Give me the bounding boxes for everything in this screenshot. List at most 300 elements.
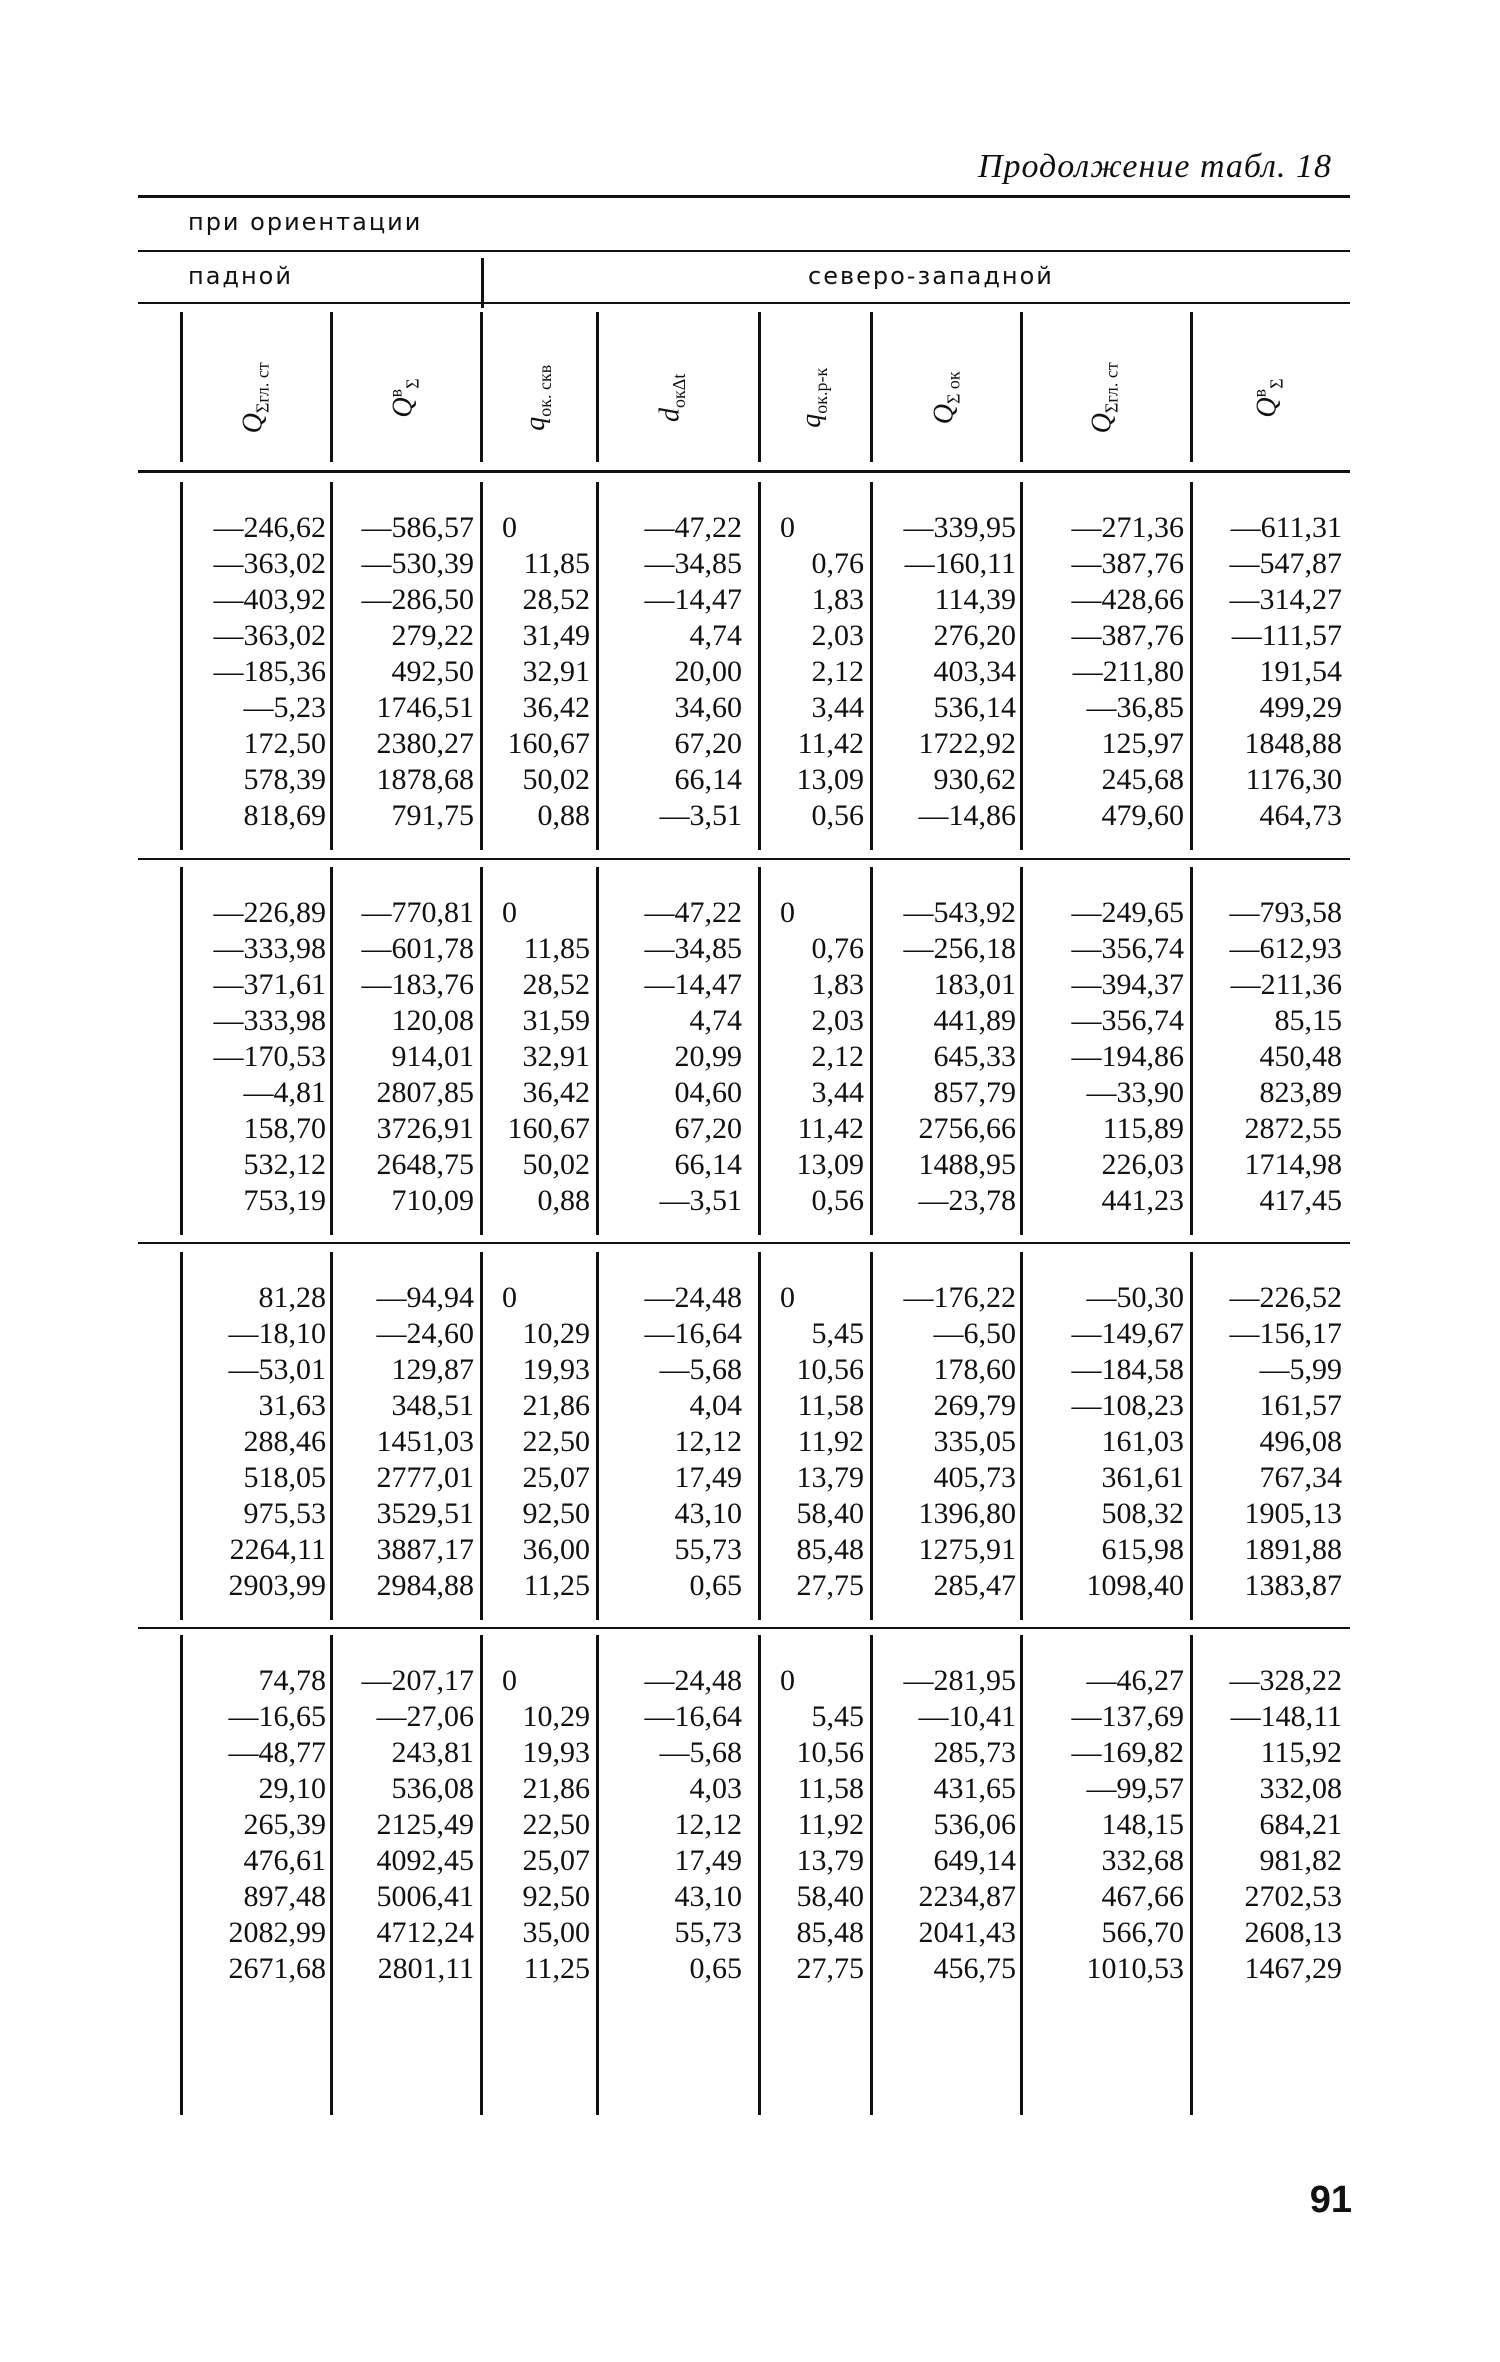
orientation-label: при ориентации bbox=[188, 208, 423, 236]
table-cell: 753,19 bbox=[243, 1184, 326, 1217]
table-cell: 5006,41 bbox=[376, 1880, 474, 1913]
table-cell: —47,22 bbox=[644, 896, 742, 929]
table-cell: 645,33 bbox=[933, 1040, 1016, 1073]
table-cell: 25,07 bbox=[522, 1461, 590, 1494]
header-column-rule bbox=[180, 312, 183, 462]
table-cell: 55,73 bbox=[674, 1916, 742, 1949]
table-cell: 17,49 bbox=[674, 1461, 742, 1494]
table-cell: 161,03 bbox=[1101, 1425, 1184, 1458]
table-cell: —46,27 bbox=[1086, 1664, 1184, 1697]
table-cell: 25,07 bbox=[522, 1844, 590, 1877]
table-cell: 11,58 bbox=[797, 1389, 864, 1422]
table-cell: 348,51 bbox=[391, 1389, 474, 1422]
table-cell: 5,45 bbox=[811, 1700, 864, 1733]
table-cell: 2777,01 bbox=[376, 1461, 474, 1494]
column-header bbox=[760, 318, 868, 478]
table-cell: 11,85 bbox=[523, 932, 590, 965]
column-header bbox=[482, 318, 594, 478]
table-cell: 160,67 bbox=[507, 727, 590, 760]
table-cell: —281,95 bbox=[903, 1664, 1016, 1697]
table-cell: 120,08 bbox=[391, 1004, 474, 1037]
table-cell: 1891,88 bbox=[1244, 1533, 1342, 1566]
table-cell: —530,39 bbox=[361, 547, 474, 580]
table-cell: 2,03 bbox=[811, 1004, 864, 1037]
table-cell: 183,01 bbox=[933, 968, 1016, 1001]
page-number: 91 bbox=[1309, 2179, 1352, 2221]
table-cell: 897,48 bbox=[243, 1880, 326, 1913]
table-cell: 276,20 bbox=[933, 619, 1016, 652]
table-cell: 2380,27 bbox=[376, 727, 474, 760]
table-cell: 85,15 bbox=[1274, 1004, 1342, 1037]
table-cell: 269,79 bbox=[933, 1389, 1016, 1422]
table-cell: 361,61 bbox=[1101, 1461, 1184, 1494]
table-cell: 431,65 bbox=[933, 1772, 1016, 1805]
table-cell: 114,39 bbox=[934, 583, 1016, 616]
table-cell: 335,05 bbox=[933, 1425, 1016, 1458]
table-cell: 4712,24 bbox=[376, 1916, 474, 1949]
table-cell: 85,48 bbox=[796, 1916, 864, 1949]
table-cell: 332,68 bbox=[1101, 1844, 1184, 1877]
table-cell: —53,01 bbox=[228, 1353, 326, 1386]
table-cell: 67,20 bbox=[674, 727, 742, 760]
table-cell: 58,40 bbox=[796, 1497, 864, 1530]
table-cell: 58,40 bbox=[796, 1880, 864, 1913]
table-cell: 13,79 bbox=[796, 1461, 864, 1494]
table-cell: 0 bbox=[780, 896, 795, 929]
column-header-label: $Q_{\Sigma гл. ст}$ bbox=[1087, 362, 1122, 434]
table-cell: 450,48 bbox=[1259, 1040, 1342, 1073]
table-cell: —371,61 bbox=[213, 968, 326, 1001]
table-cell: 467,66 bbox=[1101, 1880, 1184, 1913]
table-cell: —148,11 bbox=[1230, 1700, 1342, 1733]
table-cell: 115,89 bbox=[1102, 1112, 1184, 1145]
table-cell: 3529,51 bbox=[376, 1497, 474, 1530]
table-cell: —339,95 bbox=[903, 511, 1016, 544]
table-cell: 4,03 bbox=[689, 1772, 742, 1805]
table-cell: 10,56 bbox=[796, 1736, 864, 1769]
table-cell: —48,77 bbox=[228, 1736, 326, 1769]
table-cell: 456,75 bbox=[933, 1952, 1016, 1985]
group-left-label: падной bbox=[188, 262, 293, 290]
table-cell: —34,85 bbox=[644, 547, 742, 580]
table-cell: 0,65 bbox=[689, 1569, 742, 1602]
table-cell: 536,06 bbox=[933, 1808, 1016, 1841]
column-header bbox=[872, 318, 1020, 478]
column-header-label: $Q_{\Sigma гл. ст}$ bbox=[238, 362, 273, 434]
table-cell: 4092,45 bbox=[376, 1844, 474, 1877]
table-cell: 36,42 bbox=[522, 691, 590, 724]
table-cell: 31,49 bbox=[522, 619, 590, 652]
orientation-rule bbox=[138, 250, 1350, 252]
table-cell: 518,05 bbox=[243, 1461, 326, 1494]
table-cell: 27,75 bbox=[796, 1569, 864, 1602]
table-cell: —5,68 bbox=[659, 1353, 742, 1386]
table-cell: 767,34 bbox=[1259, 1461, 1342, 1494]
table-cell: —793,58 bbox=[1229, 896, 1342, 929]
table-cell: —403,92 bbox=[213, 583, 326, 616]
table-cell: —14,86 bbox=[918, 799, 1016, 832]
table-cell: 496,08 bbox=[1259, 1425, 1342, 1458]
table-cell: 532,12 bbox=[243, 1148, 326, 1181]
table-cell: 04,60 bbox=[674, 1076, 742, 1109]
column-header-label: $Q^в_\Sigma$ bbox=[386, 378, 423, 418]
table-cell: 67,20 bbox=[674, 1112, 742, 1145]
table-cell: 0 bbox=[502, 511, 517, 544]
table-cell: 914,01 bbox=[391, 1040, 474, 1073]
table-cell: 20,99 bbox=[674, 1040, 742, 1073]
table-cell: 1848,88 bbox=[1244, 727, 1342, 760]
table-cell: —108,23 bbox=[1071, 1389, 1184, 1422]
table-cell: 0,76 bbox=[811, 547, 864, 580]
table-cell: —333,98 bbox=[213, 932, 326, 965]
table-cell: 22,50 bbox=[522, 1808, 590, 1841]
table-cell: 1714,98 bbox=[1244, 1148, 1342, 1181]
table-cell: 43,10 bbox=[674, 1497, 742, 1530]
table-cell: 0,76 bbox=[811, 932, 864, 965]
table-cell: 148,15 bbox=[1101, 1808, 1184, 1841]
column-header bbox=[598, 318, 746, 478]
table-cell: 1878,68 bbox=[376, 763, 474, 796]
table-cell: —394,37 bbox=[1071, 968, 1184, 1001]
table-cell: 2903,99 bbox=[228, 1569, 326, 1602]
table-cell: 17,49 bbox=[674, 1844, 742, 1877]
column-header bbox=[332, 318, 478, 478]
table-cell: —6,50 bbox=[933, 1317, 1016, 1350]
table-cell: 975,53 bbox=[243, 1497, 326, 1530]
table-cell: 10,56 bbox=[796, 1353, 864, 1386]
table-cell: 1746,51 bbox=[376, 691, 474, 724]
table-cell: 50,02 bbox=[522, 763, 590, 796]
table-cell: 10,29 bbox=[522, 1317, 590, 1350]
table-cell: 21,86 bbox=[522, 1389, 590, 1422]
table-cell: 161,57 bbox=[1259, 1389, 1342, 1422]
table-cell: —94,94 bbox=[376, 1281, 474, 1314]
table-cell: 499,29 bbox=[1259, 691, 1342, 724]
table-cell: 441,89 bbox=[933, 1004, 1016, 1037]
table-cell: 1275,91 bbox=[918, 1533, 1016, 1566]
table-cell: 11,92 bbox=[797, 1808, 864, 1841]
table-cell: —3,51 bbox=[659, 1184, 742, 1217]
header-rule bbox=[138, 470, 1350, 473]
table-cell: —47,22 bbox=[644, 511, 742, 544]
top-rule bbox=[138, 195, 1350, 198]
column-header bbox=[182, 318, 330, 478]
table-cell: 1383,87 bbox=[1244, 1569, 1342, 1602]
table-cell: —16,65 bbox=[228, 1700, 326, 1733]
table-cell: —3,51 bbox=[659, 799, 742, 832]
table-cell: 11,25 bbox=[523, 1952, 590, 1985]
table-cell: 31,59 bbox=[522, 1004, 590, 1037]
table-cell: 403,34 bbox=[933, 655, 1016, 688]
table-cell: 29,10 bbox=[258, 1772, 326, 1805]
group-rule bbox=[138, 302, 1350, 304]
table-cell: —356,74 bbox=[1071, 932, 1184, 965]
table-cell: 2125,49 bbox=[376, 1808, 474, 1841]
table-cell: 32,91 bbox=[522, 655, 590, 688]
table-cell: 536,14 bbox=[933, 691, 1016, 724]
table-cell: 0,56 bbox=[811, 1184, 864, 1217]
table-cell: 19,93 bbox=[522, 1353, 590, 1386]
table-cell: —5,99 bbox=[1259, 1353, 1342, 1386]
table-cell: —226,89 bbox=[213, 896, 326, 929]
table-cell: 50,02 bbox=[522, 1148, 590, 1181]
table-cell: —5,68 bbox=[659, 1736, 742, 1769]
table-cell: 21,86 bbox=[522, 1772, 590, 1805]
table-cell: 1,83 bbox=[811, 583, 864, 616]
table-cell: 11,42 bbox=[797, 1112, 864, 1145]
table-cell: 1,83 bbox=[811, 968, 864, 1001]
table-cell: 649,14 bbox=[933, 1844, 1016, 1877]
group-divider bbox=[481, 258, 484, 308]
table-cell: 13,09 bbox=[796, 763, 864, 796]
table-cell: 2,12 bbox=[811, 1040, 864, 1073]
table-cell: 11,42 bbox=[797, 727, 864, 760]
table-cell: 857,79 bbox=[933, 1076, 1016, 1109]
header-column-rule bbox=[480, 312, 483, 462]
table-cell: —16,64 bbox=[644, 1317, 742, 1350]
table-cell: 27,75 bbox=[796, 1952, 864, 1985]
table-cell: —27,06 bbox=[376, 1700, 474, 1733]
table-cell: 92,50 bbox=[522, 1497, 590, 1530]
table-cell: 684,21 bbox=[1259, 1808, 1342, 1841]
table-cell: 981,82 bbox=[1259, 1844, 1342, 1877]
table-cell: —333,98 bbox=[213, 1004, 326, 1037]
table-cell: 2872,55 bbox=[1244, 1112, 1342, 1145]
table-cell: 81,28 bbox=[258, 1281, 326, 1314]
table-cell: —137,69 bbox=[1071, 1700, 1184, 1733]
table-cell: 36,42 bbox=[522, 1076, 590, 1109]
table-cell: —363,02 bbox=[213, 619, 326, 652]
table-cell: 2648,75 bbox=[376, 1148, 474, 1181]
header-column-rule bbox=[1190, 312, 1193, 462]
header-column-rule bbox=[1020, 312, 1023, 462]
block-separator bbox=[138, 1627, 1350, 1629]
table-cell: —36,85 bbox=[1086, 691, 1184, 724]
table-cell: —611,31 bbox=[1230, 511, 1342, 544]
table-cell: —194,86 bbox=[1071, 1040, 1184, 1073]
table-cell: —111,57 bbox=[1231, 619, 1342, 652]
table-cell: —770,81 bbox=[361, 896, 474, 929]
table-cell: —207,17 bbox=[361, 1664, 474, 1697]
table-cell: 3,44 bbox=[811, 691, 864, 724]
table-cell: 0 bbox=[780, 1281, 795, 1314]
table-cell: —601,78 bbox=[361, 932, 474, 965]
table-cell: 43,10 bbox=[674, 1880, 742, 1913]
table-cell: —5,23 bbox=[243, 691, 326, 724]
table-cell: —184,58 bbox=[1071, 1353, 1184, 1386]
table-cell: 12,12 bbox=[674, 1808, 742, 1841]
table-cell: 615,98 bbox=[1101, 1533, 1184, 1566]
table-cell: —314,27 bbox=[1229, 583, 1342, 616]
table-cell: 11,85 bbox=[523, 547, 590, 580]
table-cell: 85,48 bbox=[796, 1533, 864, 1566]
table-cell: —547,87 bbox=[1229, 547, 1342, 580]
table-cell: 476,61 bbox=[243, 1844, 326, 1877]
table-cell: 66,14 bbox=[674, 1148, 742, 1181]
header-column-rule bbox=[758, 312, 761, 462]
table-cell: —149,67 bbox=[1071, 1317, 1184, 1350]
table-cell: 3887,17 bbox=[376, 1533, 474, 1566]
table-cell: —170,53 bbox=[213, 1040, 326, 1073]
table-cell: 4,74 bbox=[689, 619, 742, 652]
column-header bbox=[1192, 318, 1346, 478]
table-cell: 19,93 bbox=[522, 1736, 590, 1769]
table-cell: —286,50 bbox=[361, 583, 474, 616]
table-cell: —33,90 bbox=[1086, 1076, 1184, 1109]
table-cell: —23,78 bbox=[918, 1184, 1016, 1217]
table-cell: —24,48 bbox=[644, 1281, 742, 1314]
table-cell: 3,44 bbox=[811, 1076, 864, 1109]
block-separator bbox=[138, 858, 1350, 860]
table-cell: —256,18 bbox=[903, 932, 1016, 965]
table-cell: —356,74 bbox=[1071, 1004, 1184, 1037]
table-cell: 1451,03 bbox=[376, 1425, 474, 1458]
table-cell: 226,03 bbox=[1101, 1148, 1184, 1181]
table-cell: 441,23 bbox=[1101, 1184, 1184, 1217]
table-cell: 32,91 bbox=[522, 1040, 590, 1073]
table-cell: 823,89 bbox=[1259, 1076, 1342, 1109]
table-cell: 178,60 bbox=[933, 1353, 1016, 1386]
table-cell: 2608,13 bbox=[1244, 1916, 1342, 1949]
table-cell: 243,81 bbox=[391, 1736, 474, 1769]
table-cell: 1396,80 bbox=[918, 1497, 1016, 1530]
column-header-label: $q_{ок. скв}$ bbox=[520, 365, 555, 431]
table-cell: 417,45 bbox=[1259, 1184, 1342, 1217]
table-cell: —271,36 bbox=[1071, 511, 1184, 544]
table-cell: 479,60 bbox=[1101, 799, 1184, 832]
table-cell: —169,82 bbox=[1071, 1736, 1184, 1769]
table-cell: —387,76 bbox=[1071, 619, 1184, 652]
table-cell: 2264,11 bbox=[229, 1533, 326, 1566]
table-cell: 2807,85 bbox=[376, 1076, 474, 1109]
table-cell: 31,63 bbox=[258, 1389, 326, 1422]
table-cell: —156,17 bbox=[1229, 1317, 1342, 1350]
table-cell: —185,36 bbox=[213, 655, 326, 688]
table-cell: 160,67 bbox=[507, 1112, 590, 1145]
table-cell: 285,73 bbox=[933, 1736, 1016, 1769]
table-cell: 0 bbox=[502, 1664, 517, 1697]
table-cell: —176,22 bbox=[903, 1281, 1016, 1314]
table-cell: 1176,30 bbox=[1245, 763, 1342, 796]
table-cell: 1467,29 bbox=[1244, 1952, 1342, 1985]
column-header-label: $d_{ок\Delta t}$ bbox=[654, 373, 689, 423]
table-cell: 508,32 bbox=[1101, 1497, 1184, 1530]
table-cell: 11,25 bbox=[523, 1569, 590, 1602]
table-cell: 28,52 bbox=[522, 583, 590, 616]
table-cell: —160,11 bbox=[904, 547, 1016, 580]
table-cell: 11,58 bbox=[797, 1772, 864, 1805]
table-cell: 2801,11 bbox=[377, 1952, 474, 1985]
table-cell: 0 bbox=[502, 1281, 517, 1314]
table-cell: 92,50 bbox=[522, 1880, 590, 1913]
table-cell: 129,87 bbox=[391, 1353, 474, 1386]
table-cell: 13,79 bbox=[796, 1844, 864, 1877]
group-right-label: северо-западной bbox=[808, 262, 1054, 290]
table-cell: —24,48 bbox=[644, 1664, 742, 1697]
table-cell: 2234,87 bbox=[918, 1880, 1016, 1913]
column-header-label: $Q^в_\Sigma$ bbox=[1250, 378, 1287, 418]
table-cell: 1488,95 bbox=[918, 1148, 1016, 1181]
table-cell: 3726,91 bbox=[376, 1112, 474, 1145]
table-cell: 1010,53 bbox=[1086, 1952, 1184, 1985]
table-cell: 115,92 bbox=[1260, 1736, 1342, 1769]
table-cell: 11,92 bbox=[797, 1425, 864, 1458]
table-cell: 74,78 bbox=[258, 1664, 326, 1697]
table-cell: 55,73 bbox=[674, 1533, 742, 1566]
table-cell: 566,70 bbox=[1101, 1916, 1184, 1949]
table-cell: —16,64 bbox=[644, 1700, 742, 1733]
table-cell: 0 bbox=[502, 896, 517, 929]
table-cell: 35,00 bbox=[522, 1916, 590, 1949]
column-header-label: $Q_{\Sigma ок}$ bbox=[928, 371, 963, 425]
table-cell: 2671,68 bbox=[228, 1952, 326, 1985]
table-cell: 710,09 bbox=[391, 1184, 474, 1217]
table-cell: 10,29 bbox=[522, 1700, 590, 1733]
table-cell: 1905,13 bbox=[1244, 1497, 1342, 1530]
table-cell: 405,73 bbox=[933, 1461, 1016, 1494]
table-caption: Продолжение табл. 18 bbox=[977, 148, 1332, 185]
table-cell: 0,65 bbox=[689, 1952, 742, 1985]
table-cell: 66,14 bbox=[674, 763, 742, 796]
table-cell: 191,54 bbox=[1259, 655, 1342, 688]
table-cell: —211,80 bbox=[1072, 655, 1184, 688]
table-cell: —24,60 bbox=[376, 1317, 474, 1350]
table-cell: 2756,66 bbox=[918, 1112, 1016, 1145]
table-cell: 791,75 bbox=[391, 799, 474, 832]
table-cell: 578,39 bbox=[243, 763, 326, 796]
header-column-rule bbox=[330, 312, 333, 462]
table-cell: 1722,92 bbox=[918, 727, 1016, 760]
table-cell: —99,57 bbox=[1086, 1772, 1184, 1805]
table-cell: 2,03 bbox=[811, 619, 864, 652]
table-cell: —543,92 bbox=[903, 896, 1016, 929]
table-cell: —363,02 bbox=[213, 547, 326, 580]
header-column-rule bbox=[870, 312, 873, 462]
table-cell: 265,39 bbox=[243, 1808, 326, 1841]
table-cell: 2082,99 bbox=[228, 1916, 326, 1949]
table-cell: —183,76 bbox=[361, 968, 474, 1001]
table-cell: 332,08 bbox=[1259, 1772, 1342, 1805]
table-cell: 4,74 bbox=[689, 1004, 742, 1037]
column-header-label: $q_{ок.р-к}$ bbox=[796, 368, 831, 428]
table-cell: 1098,40 bbox=[1086, 1569, 1184, 1602]
block-separator bbox=[138, 1242, 1350, 1244]
table-cell: 492,50 bbox=[391, 655, 474, 688]
table-cell: —226,52 bbox=[1229, 1281, 1342, 1314]
table-cell: 245,68 bbox=[1101, 763, 1184, 796]
table-cell: 20,00 bbox=[674, 655, 742, 688]
table-cell: —211,36 bbox=[1230, 968, 1342, 1001]
table-cell: 36,00 bbox=[522, 1533, 590, 1566]
table-cell: —586,57 bbox=[361, 511, 474, 544]
table-cell: 0,56 bbox=[811, 799, 864, 832]
table-cell: 5,45 bbox=[811, 1317, 864, 1350]
table-cell: —249,65 bbox=[1071, 896, 1184, 929]
table-cell: 2984,88 bbox=[376, 1569, 474, 1602]
table-cell: 125,97 bbox=[1101, 727, 1184, 760]
table-cell: 4,04 bbox=[689, 1389, 742, 1422]
table-cell: —50,30 bbox=[1086, 1281, 1184, 1314]
table-cell: 0 bbox=[780, 1664, 795, 1697]
table-cell: 288,46 bbox=[243, 1425, 326, 1458]
table-cell: —328,22 bbox=[1229, 1664, 1342, 1697]
table-cell: 158,70 bbox=[243, 1112, 326, 1145]
table-cell: —10,41 bbox=[918, 1700, 1016, 1733]
table-cell: 12,12 bbox=[674, 1425, 742, 1458]
table-cell: 818,69 bbox=[243, 799, 326, 832]
table-cell: —4,81 bbox=[243, 1076, 326, 1109]
column-header bbox=[1022, 318, 1188, 478]
